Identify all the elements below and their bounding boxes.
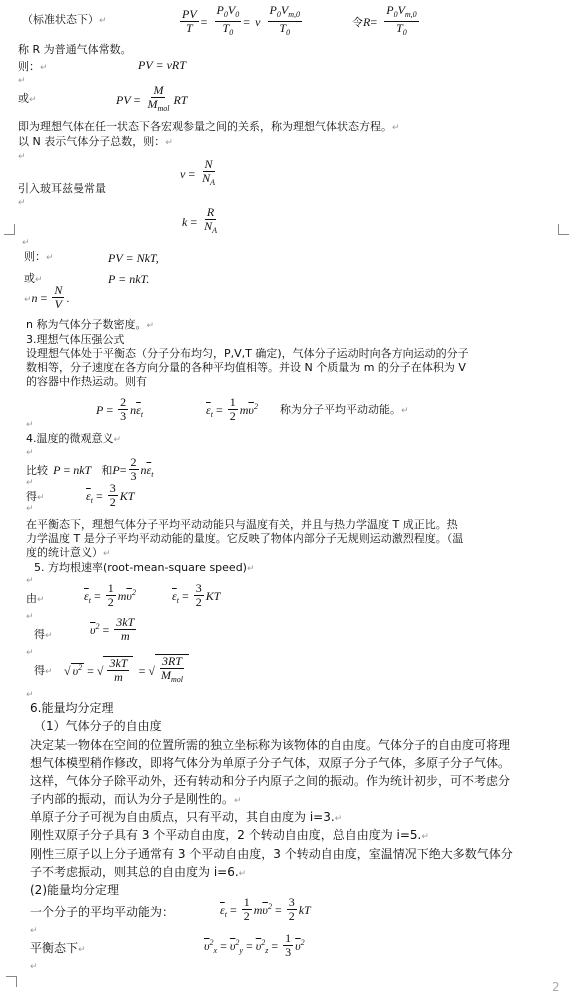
section-6-subtitle-1: （1）气体分子的自由度 — [34, 719, 162, 733]
or-label: 或 — [18, 92, 29, 105]
corner-mark-bottom-left — [6, 976, 17, 987]
equation-avg-translational-ke: $\overline{\varepsilon}_t$ = $\frac{1}{2}$ $m\overline{\upsilon}^2$ = $\frac{3}{2}$ kT — [220, 895, 311, 923]
section-3-para-1: 设理想气体处于平衡态（分子分布均匀，P,V,T 确定)，气体分子运动时向各方向运动的分子 — [26, 347, 469, 360]
then2-label: 则： — [24, 250, 46, 263]
section-6-para-1: 决定某一物体在空间的位置所需的独立坐标称为该物体的自由度。气体分子的自由度可将理 — [30, 738, 511, 752]
section-6-para-5: 单原子分子可视为自由质点，只有平动，其自由度为 i=3. — [30, 810, 335, 824]
section-6-para-4: 子内部的振动，而认为分子是刚性的。 — [30, 792, 235, 806]
section-6-subtitle-2: (2)能量均分定理 — [30, 883, 119, 897]
get2-label: 得 — [34, 628, 45, 641]
page-number: 2 — [552, 980, 560, 994]
n-definition-text: 以 N 表示气体分子总数，则： — [18, 135, 166, 148]
get-label: 得 — [26, 490, 37, 503]
section-5-title: 5. 方均根速率(root-mean-square speed) — [34, 561, 247, 574]
equation-p-nkt: P = nkT. — [108, 272, 150, 286]
then-label: 则： — [18, 60, 40, 73]
equation-pv-m-mmol: PV = $\frac{M}{M_{mol}}$ RT — [116, 83, 188, 113]
equation-e-half-mv2: $\overline{\varepsilon}_t$ = $\frac{1}{2}$ $m\overline{\upsilon}^2$ — [206, 395, 258, 423]
section-6-para-6: 刚性双原子分子具有 3 个平动自由度，2 个转动自由度，总自由度为 i=5. — [30, 828, 422, 842]
section-6-title: 6.能量均分定理 — [30, 701, 114, 715]
section-6-para-10: 平衡态下 — [30, 941, 79, 955]
section-4-para-1: 在平衡态下，理想气体分子平均平动动能只与温度有关，并且与热力学温度 T 成正比。热 — [26, 518, 458, 531]
section-6-para-7: 刚性三原子以上分子通常有 3 个平动自由度，3 个转动自由度，室温情况下绝大多数气体分 — [30, 847, 513, 861]
section-4-para-2: 力学温度 T 是分子平均平动动能的量度。它反映了物体内部分子无规则运动激烈程度。（温 — [26, 532, 464, 545]
equation-e-3-2-kt-b: $\overline{\varepsilon}_t$ = $\frac{3}{2}$ KT — [172, 581, 221, 609]
from-label: 由 — [26, 592, 37, 605]
get3-label: 得 — [34, 664, 45, 677]
corner-mark-top-left — [4, 224, 15, 235]
state-equation-text: 即为理想气体在任一状态下各宏观参量之间的关系，称为理想气体状态方程。 — [18, 120, 392, 133]
equation-e-3-2-kt: $\overline{\varepsilon}_t$ = $\frac{3}{2}$ KT — [86, 481, 135, 509]
equation-v2-3kt-m: $\overline{\upsilon}^2$ = $\frac{3kT}{m}$ — [90, 615, 135, 643]
section-4-para-3: 度的统计意义） — [26, 546, 103, 559]
section-6-para-9: 一个分子的平均平动能为： — [30, 905, 175, 919]
section-4-title: 4.温度的微观意义 — [26, 432, 114, 445]
section-3-para-3: 的容器中作热运动。则有 — [26, 375, 147, 388]
equation-pv-t: $\frac{PV}{T}$ = $\frac{P_0V_0}{T_0}$ = ν $\frac{P_0V_{m,0}}{T_0}$ — [182, 3, 300, 37]
kinetic-energy-text: 称为分子平均平动动能。 — [280, 403, 401, 416]
section-6-para-3: 这样，气体分子除平动外，还有转动和分子内原子之间的振动。作为统计初步，可不考虑分 — [30, 774, 511, 788]
equation-velocity-components: $\overline{\upsilon}^2_x = \overline{\upsilon}^2_y = \overline{\upsilon}^2_z$ = $\frac{1}{3}$ $\overline{\upsilon}^2$ — [204, 931, 305, 959]
equation-p-2-3-n-e: P = $\frac{2}{3}$ $n\overline{\varepsilon}_t$ — [96, 395, 144, 423]
boltzmann-text: 引入玻耳兹曼常量 — [18, 182, 106, 195]
density-text: n 称为气体分子数密度。 — [26, 318, 147, 331]
section-6-para-8: 子不考虑振动，则其总的自由度为 i=6. — [30, 865, 239, 879]
equation-nu-n-na: ν = $\frac{N}{N_A}$ — [180, 157, 216, 187]
equation-k-r-na: k = $\frac{R}{N_A}$ — [182, 205, 218, 235]
section-3-title: 3.理想气体压强公式 — [26, 333, 125, 346]
equation-r-def: 令R= $\frac{P_0V_{m,0}}{T_0}$ — [352, 3, 417, 37]
equation-e-half-mv2-b: $\overline{\varepsilon}_t$ = $\frac{1}{2}$ $m\overline{\upsilon}^2$ — [84, 581, 136, 609]
section-6-para-2: 想气体模型稍作修改，即将气体分为单原子分子气体，双原子分子气体，多原子分子气体。 — [30, 756, 511, 770]
equation-pv-nurt: PV = νRT — [138, 58, 186, 72]
corner-mark-top-right — [558, 224, 569, 235]
or2-label: 或 — [24, 272, 35, 285]
std-state-label: （标准状态下） — [22, 13, 99, 26]
universal-const-text: 称 R 为普通气体常数。 — [18, 43, 132, 56]
equation-pv-nkt: PV = NkT, — [108, 251, 159, 265]
section-3-para-2: 数相等，分子速度在各方向分量的各种平均值相等。并设 N 个质量为 m 的分子在体积为 V — [26, 361, 466, 374]
equation-rms-speed: √ $\upsilon^2$ = √ $\frac{3kT}{m}$ = √ $\frac{3RT}{M_{mol}}$ — [64, 654, 189, 686]
equation-n-density: ↵n = $\frac{N}{V}$ . — [24, 283, 70, 311]
equation-compare: 比较 P = nkT 和P= $\frac{2}{3}$ $n\overline{\varepsilon}_t$ — [26, 455, 154, 483]
